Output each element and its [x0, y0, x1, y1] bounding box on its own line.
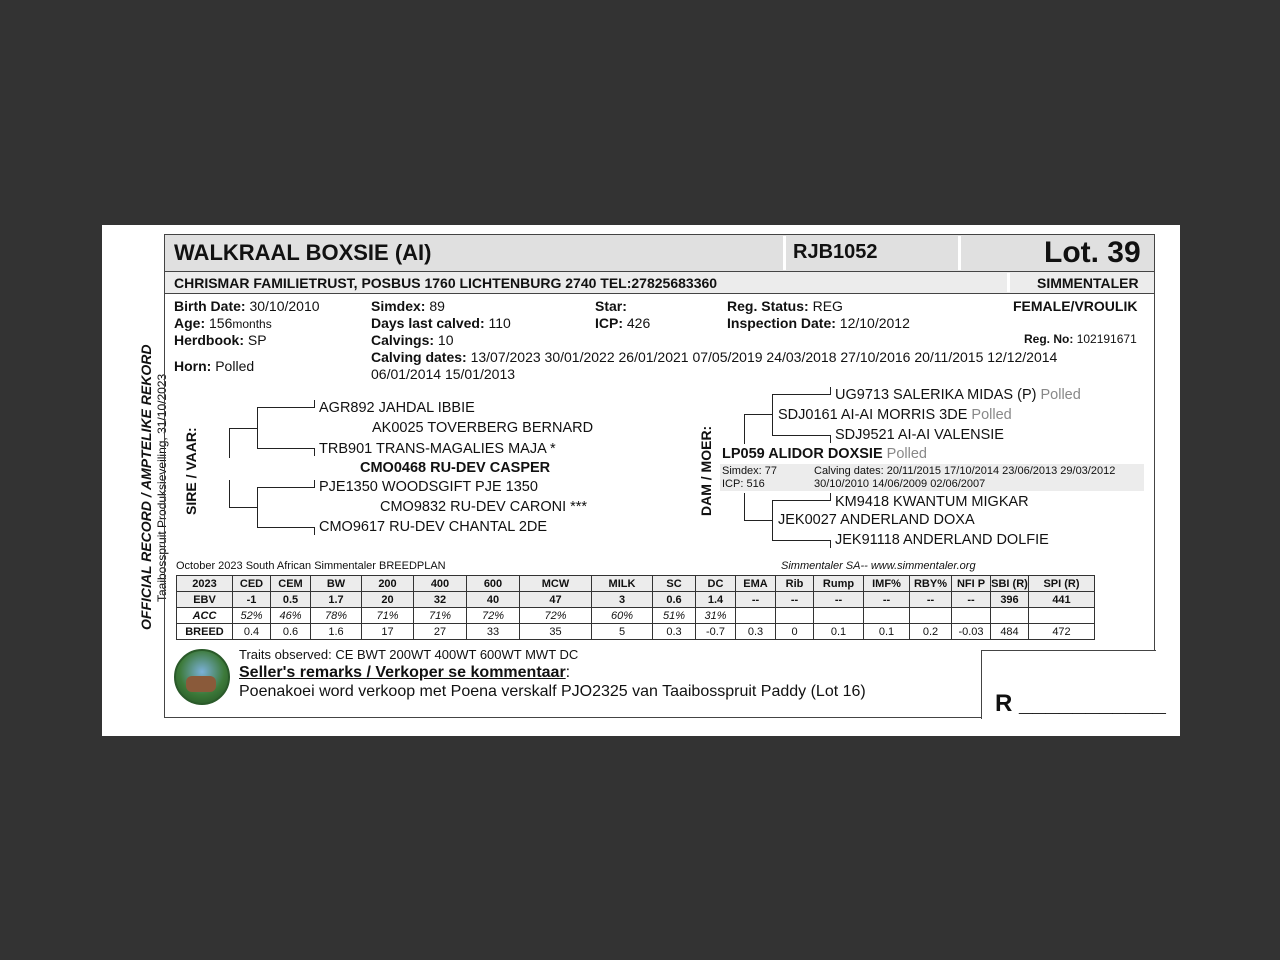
remarks-text: Poenakoei word verkoop met Poena verskalf PJO2325 van Taaibosspruit Paddy (Lot 16) — [239, 683, 866, 700]
sire-dam: CMO9832 RU-DEV CARONI *** — [380, 499, 588, 515]
reg-status: Reg. Status: REG — [727, 298, 843, 314]
inspection-date: Inspection Date: 12/10/2012 — [727, 315, 910, 331]
tree-line — [314, 400, 315, 408]
auction-label: Taaibosspruit Produksieveiling, 31/10/2023 — [155, 373, 169, 602]
horn: Horn: Polled — [174, 358, 255, 374]
tree-line — [314, 448, 315, 456]
title-divider — [783, 236, 786, 270]
dam-dam-dam: JEK91118 ANDERLAND DOLFIE — [835, 532, 1049, 548]
breed-cell: 0.6 — [271, 624, 311, 640]
frame-cover — [981, 719, 1157, 729]
breed-cell: 472 — [1029, 624, 1095, 640]
acc-cell — [736, 608, 776, 624]
tree-line — [830, 387, 831, 395]
headers-cell: MILK — [592, 576, 653, 592]
breed-cell: 0.3 — [736, 624, 776, 640]
dam-calving-dates: Calving dates: 20/11/2015 17/10/2014 23/06/2013 29/03/2012 — [814, 465, 1116, 477]
tree-line — [772, 394, 830, 395]
ebv-cell: -- — [910, 592, 952, 608]
dam-sire-sire: UG9713 SALERIKA MIDAS (P) Polled — [835, 387, 1081, 403]
headers-cell: CED — [233, 576, 271, 592]
breed-cell: 33 — [467, 624, 520, 640]
tree-line — [229, 428, 257, 429]
sire-sire-dam: TRB901 TRANS-MAGALIES MAJA * — [319, 441, 556, 457]
headers-cell: SBI (R) — [991, 577, 1028, 590]
headers-cell: Rump — [814, 576, 864, 592]
lot-number: Lot. 39 — [1044, 236, 1141, 269]
cow-logo-icon — [186, 676, 216, 692]
headers-cell: DC — [696, 576, 736, 592]
remarks-title: Seller's remarks / Verkoper se kommentaar: — [239, 664, 571, 681]
headers-cell: CEM — [271, 576, 311, 592]
acc-cell: 46% — [271, 608, 311, 624]
tree-line — [229, 480, 230, 508]
sex: FEMALE/VROULIK — [1013, 298, 1138, 314]
tree-line — [772, 435, 830, 436]
acc-cell: 71% — [414, 608, 467, 624]
ebv-cell: 20 — [362, 592, 414, 608]
tree-line — [257, 407, 258, 449]
tree-line — [744, 414, 772, 415]
breed-cell: -0.03 — [952, 624, 991, 640]
tree-line — [744, 520, 772, 521]
headers-cell: Rib — [776, 576, 814, 592]
tree-line — [257, 487, 258, 528]
sire-label: SIRE / VAAR: — [183, 427, 199, 515]
ebv-row — [177, 592, 1095, 608]
tree-line — [772, 394, 773, 436]
acc-cell — [814, 608, 864, 624]
breed-row — [177, 624, 1095, 640]
sire: CMO0468 RU-DEV CASPER — [360, 460, 551, 476]
ebv-cell: -- — [776, 592, 814, 608]
dam: LP059 ALIDOR DOXSIE Polled — [722, 446, 927, 462]
acc-cell: 60% — [592, 608, 653, 624]
sire-sire-sire: AGR892 JAHDAL IBBIE — [319, 400, 475, 416]
breed-cell: 0.4 — [233, 624, 271, 640]
headers-cell: 200 — [362, 576, 414, 592]
ebv-cell: -1 — [233, 592, 271, 608]
official-record-label: OFFICIAL RECORD / AMPTELIKE REKORD — [138, 344, 154, 630]
tree-line — [229, 507, 257, 508]
ebv-cell: 1.4 — [696, 592, 736, 608]
headers-cell: 600 — [467, 576, 520, 592]
tree-line — [772, 540, 830, 541]
acc-cell — [1029, 608, 1095, 624]
dam-sire-dam: SDJ9521 AI-AI VALENSIE — [835, 427, 1004, 443]
dam-sire: SDJ0161 AI-AI MORRIS 3DE Polled — [778, 407, 1012, 423]
ebv-cell: 396 — [991, 592, 1029, 608]
acc-cell — [776, 608, 814, 624]
headers-cell: IMF% — [864, 576, 910, 592]
owner-details: CHRISMAR FAMILIETRUST, POSBUS 1760 LICHTENBURG 2740 TEL:27825683360 — [174, 275, 718, 291]
ebv-cell: 47 — [520, 592, 592, 608]
breed-cell: -0.7 — [696, 624, 736, 640]
breed-cell: 35 — [520, 624, 592, 640]
traits-observed: Traits observed: CE BWT 200WT 400WT 600WT MWT DC — [239, 647, 579, 662]
breed-cell: 0.2 — [910, 624, 952, 640]
breed-cell: BREED — [177, 624, 233, 640]
ebv-cell: 1.7 — [311, 592, 362, 608]
animal-name: WALKRAAL BOXSIE (AI) — [174, 240, 432, 265]
headers-cell: SC — [653, 576, 696, 592]
breed-cell: 0.3 — [653, 624, 696, 640]
acc-cell — [991, 608, 1029, 624]
acc-cell: 72% — [520, 608, 592, 624]
price-label: R ___________ — [995, 690, 1166, 717]
acc-cell: 78% — [311, 608, 362, 624]
ebv-cell: -- — [814, 592, 864, 608]
ebv-cell: 32 — [414, 592, 467, 608]
dam-simdex: Simdex: 77 — [722, 465, 778, 477]
age: Age: 156months — [174, 315, 272, 331]
breed-cell: 0.1 — [814, 624, 864, 640]
sire-sire: AK0025 TOVERBERG BERNARD — [372, 420, 594, 436]
breed-name: SIMMENTALER — [1037, 275, 1139, 291]
acc-cell: 72% — [467, 608, 520, 624]
headers-cell: NFI P — [952, 576, 991, 592]
ebv-cell: -- — [952, 592, 991, 608]
ebv-cell: 0.5 — [271, 592, 311, 608]
acc-cell: 31% — [696, 608, 736, 624]
acc-cell — [952, 608, 991, 624]
ebv-table — [176, 575, 1095, 640]
birth-date: Birth Date: 30/10/2010 — [174, 298, 320, 314]
headers-cell: EMA — [736, 576, 776, 592]
sire-dam-sire: PJE1350 WOODSGIFT PJE 1350 — [319, 479, 538, 495]
headers-cell: RBY% — [910, 576, 952, 592]
ebv-cell: 3 — [592, 592, 653, 608]
ebv-cell: -- — [864, 592, 910, 608]
tree-line — [744, 493, 745, 521]
tree-line — [772, 500, 830, 501]
dam-dam: JEK0027 ANDERLAND DOXA — [778, 512, 975, 528]
ebv-cell: -- — [736, 592, 776, 608]
tree-line — [830, 435, 831, 443]
tree-line — [314, 527, 315, 535]
ebv-cell: 40 — [467, 592, 520, 608]
animal-reg-id: RJB1052 — [793, 241, 878, 263]
breed-cell: 27 — [414, 624, 467, 640]
tree-line — [744, 414, 745, 444]
acc-cell: 51% — [653, 608, 696, 624]
headers-cell: MCW — [520, 576, 592, 592]
dam-icp: ICP: 516 — [722, 478, 765, 490]
ebv-cell: 0.6 — [653, 592, 696, 608]
calving-dates: Calving dates: 13/07/2023 30/01/2022 26/01/2021 07/05/2019 24/03/2018 27/10/2016 20/11/2015 12/12/2014 — [371, 349, 1058, 365]
acc-cell — [864, 608, 910, 624]
headers-cell: SPI (R) — [1029, 576, 1095, 592]
headers-cell: 2023 — [177, 576, 233, 592]
breed-cell: 1.6 — [311, 624, 362, 640]
acc-cell: 52% — [233, 608, 271, 624]
tree-line — [257, 487, 314, 488]
breed-cell: 17 — [362, 624, 414, 640]
dam-label: DAM / MOER: — [698, 425, 714, 516]
breed-cell: 0.1 — [864, 624, 910, 640]
breed-cell: 0 — [776, 624, 814, 640]
owner-divider — [1007, 273, 1010, 292]
sire-dam-dam: CMO9617 RU-DEV CHANTAL 2DE — [319, 519, 548, 535]
headers-cell: BW — [311, 576, 362, 592]
tree-line — [830, 493, 831, 501]
tree-line — [314, 480, 315, 488]
tree-line — [229, 428, 230, 458]
breedplan-source: Simmentaler SA-- www.simmentaler.org — [781, 560, 976, 572]
ebv-cell: 441 — [1029, 592, 1095, 608]
tree-line — [772, 500, 773, 541]
icp: ICP: 426 — [595, 315, 651, 331]
star: Star: — [595, 298, 627, 314]
reg-no: Reg. No: 102191671 — [1024, 332, 1137, 346]
title-divider — [958, 236, 961, 270]
breed-cell: 5 — [592, 624, 653, 640]
ebv-cell: EBV — [177, 592, 233, 608]
simdex: Simdex: 89 — [371, 298, 445, 314]
breedplan-caption: October 2023 South African Simmentaler BREEDPLAN — [176, 560, 446, 572]
headers-cell: 400 — [414, 576, 467, 592]
acc-cell — [910, 608, 952, 624]
tree-line — [257, 407, 314, 408]
tree-line — [257, 448, 314, 449]
days-last-calved: Days last calved: 110 — [371, 315, 511, 331]
ebv-header-row — [177, 576, 1095, 592]
tree-line — [257, 527, 314, 528]
calvings: Calvings: 10 — [371, 332, 454, 348]
dam-calving-dates-cont: 30/10/2010 14/06/2009 02/06/2007 — [814, 478, 986, 490]
acc-cell: 71% — [362, 608, 414, 624]
acc-row — [177, 608, 1095, 624]
herdbook: Herdbook: SP — [174, 332, 267, 348]
acc-cell: ACC — [177, 608, 233, 624]
calving-dates-cont: 06/01/2014 15/01/2013 — [371, 366, 516, 382]
tree-line — [830, 540, 831, 548]
dam-dam-sire: KM9418 KWANTUM MIGKAR — [835, 494, 1029, 510]
breed-cell: 484 — [991, 624, 1029, 640]
